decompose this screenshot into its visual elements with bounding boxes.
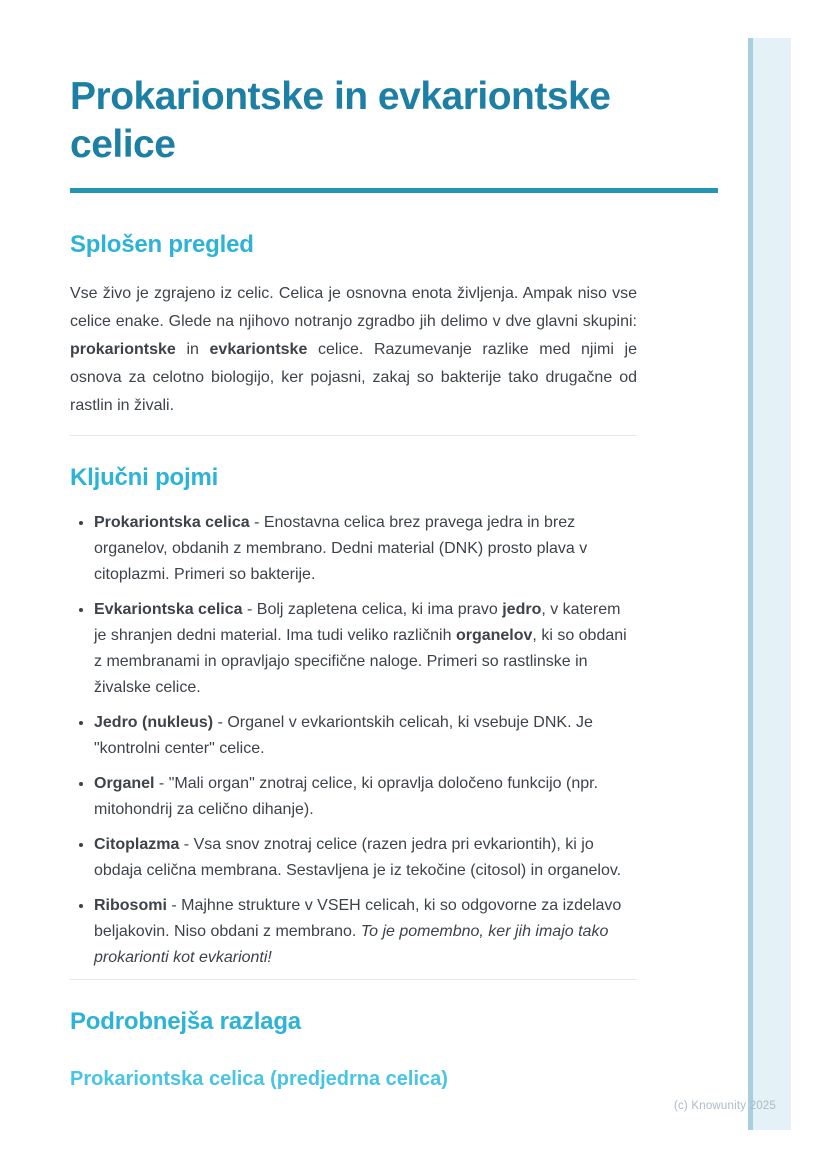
section-heading-key-terms: Ključni pojmi xyxy=(70,464,219,491)
overview-paragraph: Vse živo je zgrajeno iz celic. Celica je osnovna enota življenja. Ampak niso vse celice enake. Glede na njihovo notranjo zgradbo jih delimo v dve glavni skupini: prokariontske in evkariontske celice. Razumevanje razlike med njimi je osnova za celotno biologijo, ker pojasni, zakaj so bakterije tako drugačne od rastlin in živali. xyxy=(70,285,637,414)
page-edge-accent xyxy=(748,38,791,1130)
list-item: • Organel - "Mali organ" znotraj celice, ki opravlja določeno funkcijo (npr. mitohondrij za celično dihanje). xyxy=(94,770,637,823)
list-item: • Ribosomi - Majhne strukture v VSEH celicah, ki so odgovorne za izdelavo beljakovin. Niso obdani z membrano. To je pomembno, ker jih imajo tako prokarionti kot evkarionti! xyxy=(94,892,637,971)
copyright-footer: (c) Knowunity 2025 xyxy=(673,1100,776,1112)
subsection-heading: Prokariontska celica (predjedrna celica) xyxy=(70,1068,448,1090)
section-heading-overview: Splošen pregled xyxy=(70,231,254,258)
section-divider xyxy=(70,979,637,980)
list-item: • Evkariontska celica - Bolj zapletena celica, ki ima pravo jedro, v katerem je shranjen dedni material. Ima tudi veliko različnih organelov, ki so obdani z membranami in opravljajo specifične naloge. Primeri so rastlinske in živalske celice. xyxy=(94,596,637,701)
section-divider xyxy=(70,435,637,436)
list-item: • Prokariontska celica - Enostavna celica brez pravega jedra in brez organelov, obdanih z membrano. Dedni material (DNK) prosto plava v citoplazmi. Primeri so bakterije. xyxy=(94,509,637,588)
document-content xyxy=(70,0,718,1092)
page-title: Prokariontske in evkariontske celice xyxy=(70,75,611,166)
list-item: • Citoplazma - Vsa snov znotraj celice (razen jedra pri evkariontih), ki jo obdaja celična membrana. Sestavljena je iz tekočine (citosol) in organelov. xyxy=(94,831,637,884)
list-item: • Jedro (nukleus) - Organel v evkariontskih celicah, ki vsebuje DNK. Je "kontrolni center" celice. xyxy=(94,709,637,762)
title-underline xyxy=(70,188,718,193)
section-heading-detail: Podrobnejša razlaga xyxy=(70,1008,301,1035)
key-terms-list xyxy=(70,509,637,971)
